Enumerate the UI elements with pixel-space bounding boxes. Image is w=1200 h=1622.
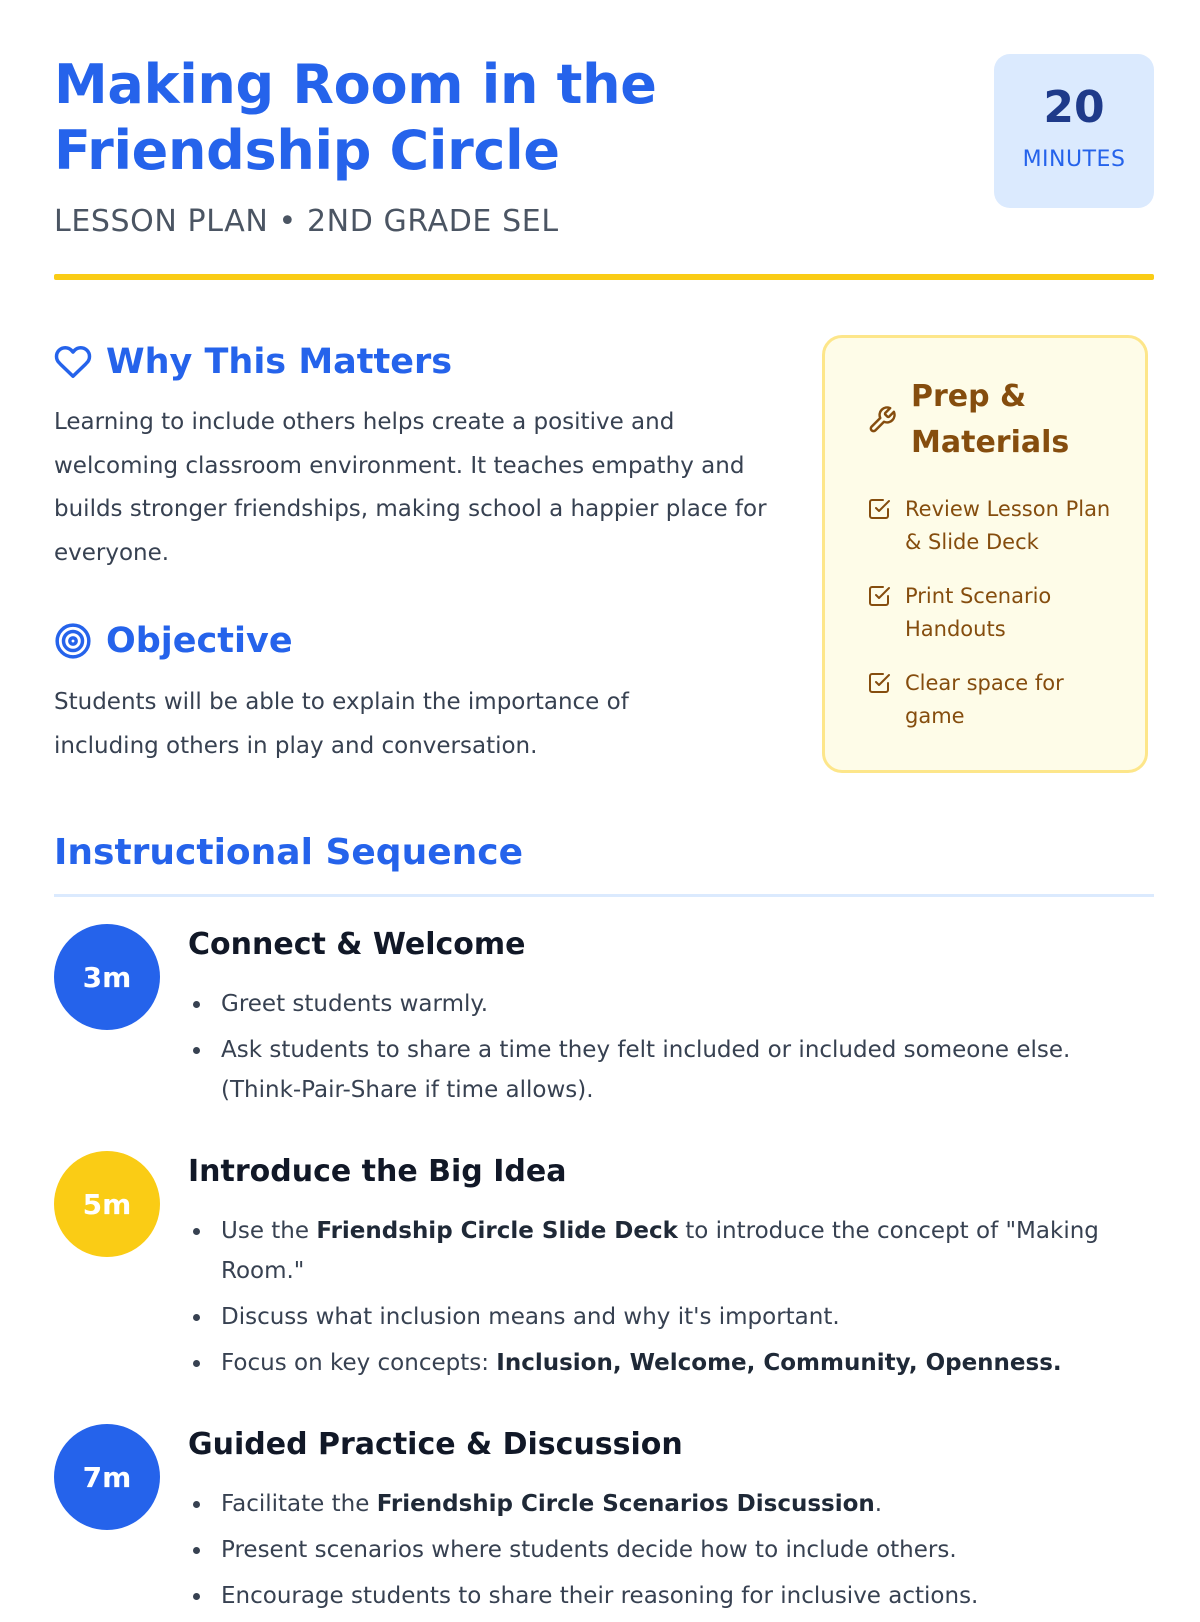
prep-materials-card (822, 335, 1148, 773)
prep-heading: Prep & Materials (911, 379, 1070, 460)
step-bullet (188, 1576, 1118, 1616)
duration-value: 20 (1043, 82, 1105, 133)
prep-item (867, 493, 1127, 559)
step-bullet (188, 1343, 1118, 1383)
bullet-text: to introduce the concept of "Making Room." (221, 1218, 1099, 1284)
why-heading-row (54, 340, 452, 384)
checkbox-icon (867, 671, 891, 695)
step-title: Introduce the Big Idea (188, 1154, 567, 1189)
sequence-heading: Instructional Sequence (54, 832, 524, 873)
step-bullet (188, 1297, 1118, 1337)
wrench-icon (867, 405, 897, 435)
bullet-text: Focus on key concepts: (221, 1350, 497, 1376)
prep-item-label: Print Scenario Handouts (905, 584, 1052, 641)
checkbox-icon (867, 497, 891, 521)
bullet-text: Encourage students to share their reasoning for inclusive actions. (221, 1583, 979, 1609)
bullet-bold-text: Friendship Circle Scenarios Discussion (376, 1491, 875, 1517)
step-time-badge: 7m (54, 1424, 160, 1530)
sequence-divider (54, 894, 1154, 897)
duration-unit: MINUTES (1022, 147, 1126, 172)
step-title: Connect & Welcome (188, 927, 526, 962)
why-body: Learning to include others helps create a positive and welcoming classroom environment. It teaches empathy and builds stronger friendships, making school a happier place for everyone. (54, 409, 767, 566)
bullet-text: Use the (221, 1218, 317, 1244)
bullet-text: Discuss what inclusion means and why it's important. (221, 1304, 840, 1330)
prep-heading-row (867, 374, 1081, 466)
heart-icon (54, 343, 92, 381)
objective-heading-row (54, 619, 293, 663)
prep-item-label: Clear space for game (905, 671, 1064, 728)
checkbox-icon (867, 584, 891, 608)
step-bullet (188, 1030, 1118, 1110)
bullet-text: . (874, 1491, 883, 1517)
objective-heading: Objective (106, 621, 293, 661)
step-bullet-list (188, 984, 1118, 1116)
step-time-badge: 5m (54, 1151, 160, 1257)
step-bullet-list (188, 1211, 1118, 1389)
step-time-badge: 3m (54, 924, 160, 1030)
bullet-text: Present scenarios where students decide how to include others. (221, 1537, 957, 1563)
objective-body: Students will be able to explain the importance of including others in play and conversation. (54, 689, 629, 759)
step-title: Guided Practice & Discussion (188, 1427, 683, 1462)
bullet-text: Facilitate the (221, 1491, 377, 1517)
step-bullet (188, 1530, 1118, 1570)
step-bullet (188, 984, 1118, 1024)
bullet-bold-text: Friendship Circle Slide Deck (316, 1218, 678, 1244)
duration-badge (994, 54, 1154, 208)
target-icon (54, 622, 92, 660)
header-divider (54, 274, 1154, 280)
bullet-text: Greet students warmly. (221, 991, 489, 1017)
bullet-bold-text: Inclusion, Welcome, Community, Openness. (496, 1350, 1062, 1376)
prep-item (867, 667, 1127, 733)
step-bullet (188, 1484, 1118, 1524)
step-bullet (188, 1211, 1118, 1291)
page-title: Making Room in the Friendship Circle (54, 53, 657, 182)
why-heading: Why This Matters (106, 342, 453, 382)
prep-item (867, 580, 1127, 646)
prep-item-label: Review Lesson Plan & Slide Deck (905, 497, 1111, 554)
page-subtitle: LESSON PLAN • 2ND GRADE SEL (54, 204, 559, 239)
bullet-text: Ask students to share a time they felt included or included someone else. (Think-Pair-Share if time allows). (221, 1037, 1071, 1103)
step-bullet-list (188, 1484, 1118, 1622)
